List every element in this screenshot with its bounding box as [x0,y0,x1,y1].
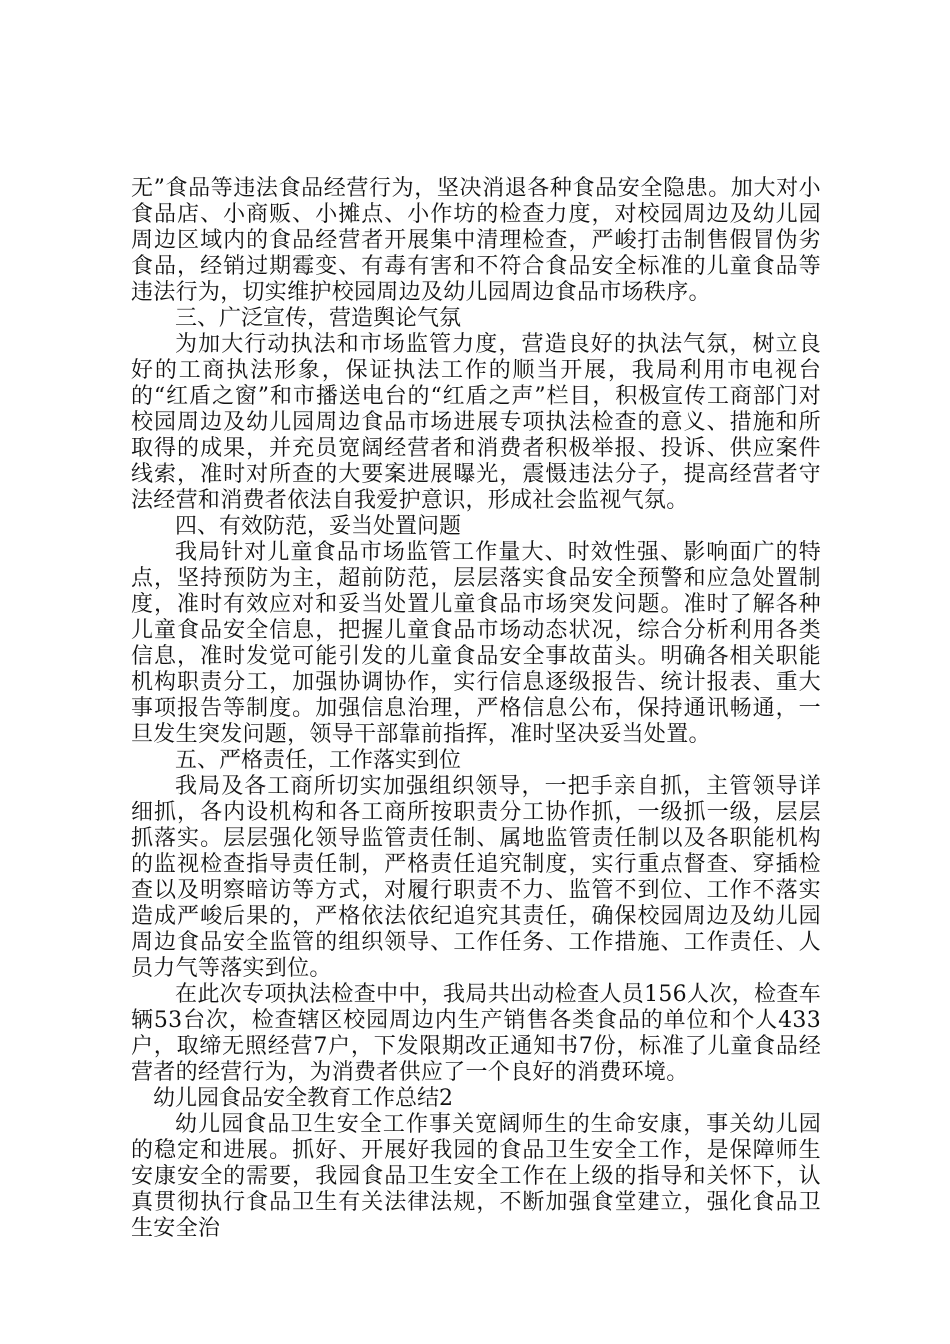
paragraph-statistics: 在此次专项执法检查中中，我局共出动检查人员156人次，检查车辆53台次，检查辖区校园周边内生产销售各类食品的单位和个人433户，取缔无照经营7户，下发限期改正通知书7份，标准了儿童食品经营者的经营行为，为消费者供应了一个良好的消费环境。 [131,982,821,1085]
paragraph-responsibility: 我局及各工商所切实加强组织领导，一把手亲自抓，主管领导详细抓，各内设机构和各工商所按职责分工协作抓，一级抓一级，层层抓落实。层层强化领导监管责任制、属地监管责任制以及各职能机构的监视检查指导责任制，严格责任追究制度，实行重点督查、穿插检查以及明察暗访等方式，对履行职责不力、监管不到位、工作不落实造成严峻后果的，严格依法依纪追究其责任，确保校园周边及幼儿园周边食品安全监管的组织领导、工作任务、工作措施、工作责任、人员力气等落实到位。 [131,774,821,981]
section-heading-5: 五、严格责任，工作落实到位 [175,748,462,773]
section-heading-3: 三、广泛宣传，营造舆论气氛 [175,306,462,331]
document-subtitle: 幼儿园食品安全教育工作总结2 [153,1086,453,1111]
section-heading-4: 四、有效防范，妥当处置问题 [175,514,462,539]
paragraph-prevention: 我局针对儿童食品市场监管工作量大、时效性强、影响面广的特点，坚持预防为主，超前防范，层层落实食品安全预警和应急处置制度，准时有效应对和妥当处置儿童食品市场突发问题。准时了解各种儿童食品安全信息，把握儿童食品市场动态状况，综合分析利用各类信息，准时发觉可能引发的儿童食品安全事故苗头。明确各相关职能机构职责分工，加强协调协作，实行信息逐级报告、统计报表、重大事项报告等制度。加强信息治理，严格信息公布，保持通讯畅通，一旦发生突发问题，领导干部靠前指挥，准时坚决妥当处置。 [131,540,821,747]
paragraph-continued: 无”食品等违法食品经营行为，坚决消退各种食品安全隐患。加大对小食品店、小商贩、小摊点、小作坊的检查力度，对校园周边及幼儿园周边区域内的食品经营者开展集中清理检查，严峻打击制售假冒伪劣食品，经销过期霉变、有毒有害和不符合食品安全标准的儿童食品等违法行为，切实维护校园周边及幼儿园周边食品市场秩序。 [131,176,821,305]
paragraph-kindergarten-intro: 幼儿园食品卫生安全工作事关宽阔师生的生命安康，事关幼儿园的稳定和进展。抓好、开展好我园的食品卫生安全工作，是保障师生安康安全的需要，我园食品卫生安全工作在上级的指导和关怀下，认真贯彻执行食品卫生有关法律法规，不断加强食堂建立，强化食品卫生安全治 [131,1112,821,1241]
paragraph-publicity: 为加大行动执法和市场监管力度，营造良好的执法气氛，树立良好的工商执法形象，保证执法工作的顺当开展，我局利用市电视台的“红盾之窗”和市播送电台的“红盾之声”栏目，积极宣传工商部门对校园周边及幼儿园周边食品市场进展专项执法检查的意义、措施和所取得的成果，并充员宽阔经营者和消费者积极举报、投诉、供应案件线索，准时对所查的大要案进展曝光，震慑违法分子，提高经营者守法经营和消费者依法自我爱护意识，形成社会监视气氛。 [131,332,821,513]
document-body [131,176,821,1242]
